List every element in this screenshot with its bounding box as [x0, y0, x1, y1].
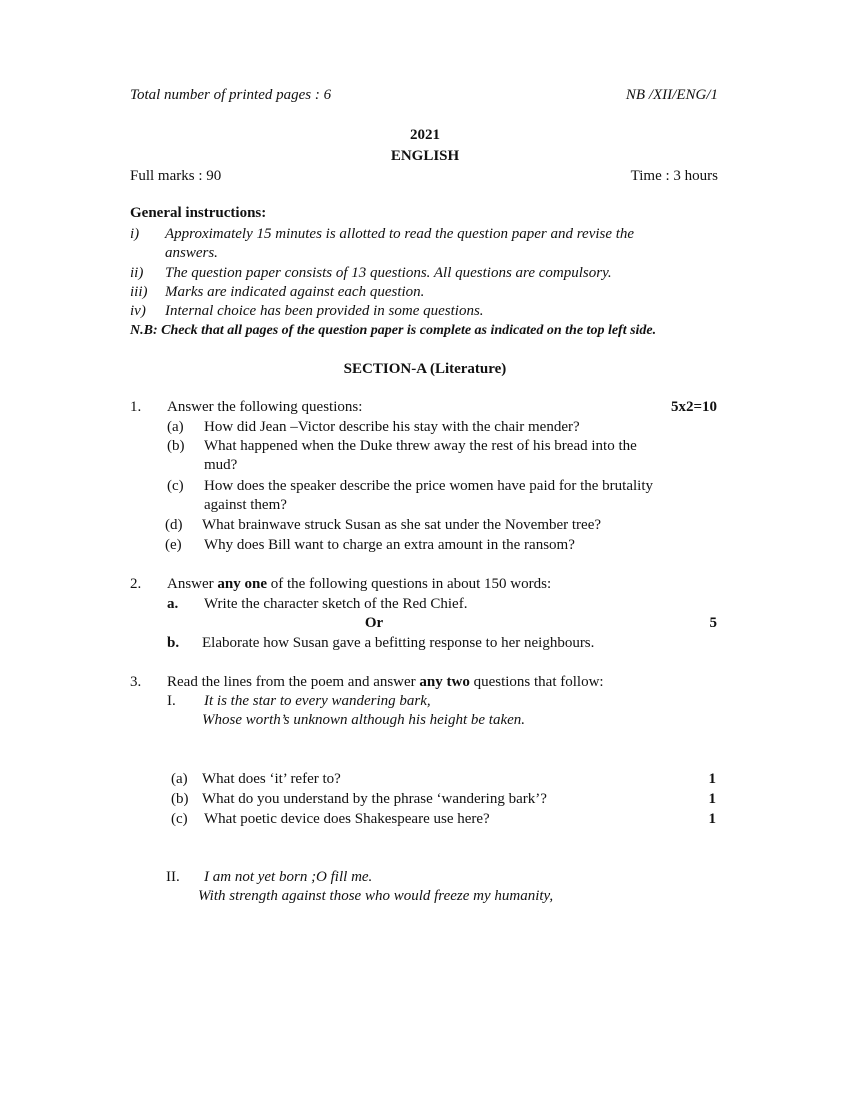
poem-line: With strength against those who would freeze my humanity, — [198, 888, 554, 904]
part-label: (a) — [171, 771, 188, 787]
exam-year: 2021 — [410, 127, 440, 143]
question-number: 3. — [130, 674, 142, 690]
question-number: 2. — [130, 576, 142, 592]
or-separator: Or — [364, 615, 384, 631]
part-label: (e) — [165, 537, 182, 553]
part-text: What happened when the Duke threw away the rest of his bread into the — [204, 438, 637, 454]
instruction-num: iii) — [130, 284, 148, 300]
part-text: What does ‘it’ refer to? — [202, 771, 341, 787]
option-label: b. — [167, 635, 180, 651]
nb-note: N.B: Check that all pages of the question paper is complete as indicated on the top left side. — [130, 323, 657, 338]
extract-label: I. — [167, 693, 176, 709]
instructions-title: General instructions: — [130, 205, 267, 221]
extract-label: II. — [166, 869, 180, 885]
question-text: Answer any one of the following questions in about 150 words: — [167, 576, 552, 592]
question-marks: 5x2=10 — [670, 399, 717, 415]
instruction-text-cont: answers. — [165, 245, 218, 261]
instruction-num: i) — [130, 226, 140, 242]
option-label: a. — [167, 596, 179, 612]
part-label: (a) — [167, 419, 184, 435]
question-marks: 5 — [709, 615, 717, 631]
part-label: (c) — [171, 811, 188, 827]
instruction-num: ii) — [130, 265, 144, 281]
question-number: 1. — [130, 399, 142, 415]
poem-line: I am not yet born ;O fill me. — [204, 869, 373, 885]
part-text-cont: against them? — [204, 497, 287, 513]
full-marks: Full marks : 90 — [130, 168, 222, 184]
instruction-text: Internal choice has been provided in some questions. — [165, 303, 484, 319]
part-label: (b) — [171, 791, 189, 807]
instruction-num: iv) — [130, 303, 146, 319]
part-text: What poetic device does Shakespeare use here? — [204, 811, 490, 827]
part-text: How does the speaker describe the price women have paid for the brutality — [204, 478, 654, 494]
page-count: Total number of printed pages : 6 — [130, 87, 332, 103]
option-text: Write the character sketch of the Red Chief. — [204, 596, 468, 612]
part-marks: 1 — [708, 771, 716, 787]
part-text-cont: mud? — [204, 457, 238, 473]
question-text: Answer the following questions: — [167, 399, 363, 415]
part-text: Why does Bill want to charge an extra amount in the ransom? — [204, 537, 575, 553]
paper-code: NB /XII/ENG/1 — [625, 87, 718, 103]
section-title: SECTION-A (Literature) — [343, 361, 507, 377]
part-text: What do you understand by the phrase ‘wandering bark’? — [202, 791, 547, 807]
part-label: (d) — [165, 517, 183, 533]
poem-line: Whose worth’s unknown although his height be taken. — [202, 712, 526, 728]
instruction-text: Marks are indicated against each question. — [165, 284, 425, 300]
exam-time: Time : 3 hours — [630, 168, 718, 184]
part-marks: 1 — [708, 791, 716, 807]
part-text: What brainwave struck Susan as she sat under the November tree? — [202, 517, 602, 533]
part-marks: 1 — [708, 811, 716, 827]
question-text: Read the lines from the poem and answer any two questions that follow: — [167, 674, 604, 690]
option-text: Elaborate how Susan gave a befitting response to her neighbours. — [202, 635, 595, 651]
poem-line: It is the star to every wandering bark, — [204, 693, 431, 709]
part-label: (b) — [167, 438, 185, 454]
part-label: (c) — [167, 478, 184, 494]
subject-title: ENGLISH — [390, 148, 460, 164]
instruction-text: The question paper consists of 13 questions. All questions are compulsory. — [165, 265, 612, 281]
instruction-text: Approximately 15 minutes is allotted to read the question paper and revise the — [165, 226, 635, 242]
part-text: How did Jean –Victor describe his stay with the chair mender? — [204, 419, 580, 435]
